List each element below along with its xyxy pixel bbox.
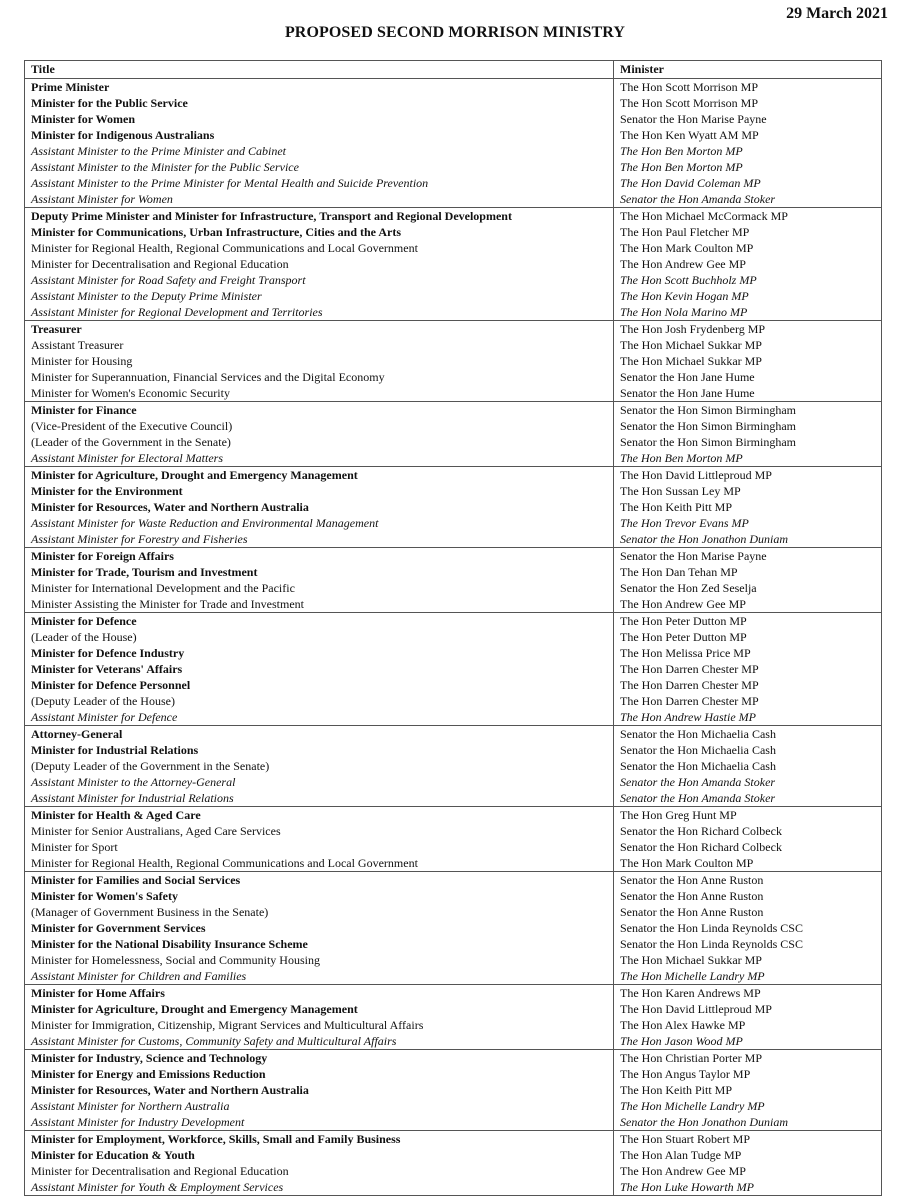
table-row (25, 952, 882, 968)
table-row (25, 790, 882, 807)
minister-name: The Hon Luke Howarth MP (614, 1179, 882, 1196)
minister-name: The Hon Dan Tehan MP (614, 564, 882, 580)
minister-name: The Hon Melissa Price MP (614, 645, 882, 661)
document-date: 29 March 2021 (786, 5, 888, 22)
portfolio-group (25, 321, 882, 402)
position-title: Minister for Housing (25, 353, 614, 369)
position-title: (Leader of the House) (25, 629, 614, 645)
minister-name: The Hon Scott Morrison MP (614, 79, 882, 96)
position-title: Minister for Women's Economic Security (25, 385, 614, 402)
position-title: Minister for Industrial Relations (25, 742, 614, 758)
position-title: Minister for Communications, Urban Infrastructure, Cities and the Arts (25, 224, 614, 240)
portfolio-group (25, 1050, 882, 1131)
minister-name: The Hon Darren Chester MP (614, 693, 882, 709)
minister-name: The Hon Karen Andrews MP (614, 985, 882, 1002)
position-title: Assistant Minister to the Deputy Prime Minister (25, 288, 614, 304)
minister-name: The Hon Darren Chester MP (614, 677, 882, 693)
table-row (25, 904, 882, 920)
table-row (25, 1082, 882, 1098)
minister-name: Senator the Hon Simon Birmingham (614, 434, 882, 450)
position-title: Prime Minister (25, 79, 614, 96)
minister-name: Senator the Hon Marise Payne (614, 111, 882, 127)
position-title: Minister for Defence Industry (25, 645, 614, 661)
position-title: Minister for Defence (25, 613, 614, 630)
ministry-table (24, 60, 882, 1196)
position-title: Assistant Minister for Customs, Community Safety and Multicultural Affairs (25, 1033, 614, 1050)
minister-name: Senator the Hon Amanda Stoker (614, 191, 882, 208)
table-row (25, 920, 882, 936)
table-row (25, 985, 882, 1002)
table-row (25, 337, 882, 353)
table-row (25, 531, 882, 548)
minister-name: The Hon Scott Buchholz MP (614, 272, 882, 288)
position-title: Assistant Minister for Women (25, 191, 614, 208)
table-row (25, 288, 882, 304)
minister-name: The Hon Nola Marino MP (614, 304, 882, 321)
portfolio-group (25, 613, 882, 726)
minister-name: The Hon Michael Sukkar MP (614, 952, 882, 968)
position-title: Assistant Minister for Industrial Relations (25, 790, 614, 807)
position-title: Minister for Superannuation, Financial Services and the Digital Economy (25, 369, 614, 385)
table-row (25, 272, 882, 288)
table-row (25, 888, 882, 904)
table-row (25, 304, 882, 321)
table-row (25, 369, 882, 385)
table-row (25, 1001, 882, 1017)
minister-name: The Hon David Littleproud MP (614, 467, 882, 484)
position-title: Minister for Regional Health, Regional Communications and Local Government (25, 855, 614, 872)
position-title: Assistant Minister for Forestry and Fisheries (25, 531, 614, 548)
position-title: Assistant Minister for Defence (25, 709, 614, 726)
position-title: Minister for Health & Aged Care (25, 807, 614, 824)
portfolio-group (25, 467, 882, 548)
minister-name: Senator the Hon Jonathon Duniam (614, 531, 882, 548)
minister-name: Senator the Hon Jonathon Duniam (614, 1114, 882, 1131)
portfolio-group (25, 208, 882, 321)
position-title: Assistant Minister to the Attorney-General (25, 774, 614, 790)
minister-name: The Hon Michael Sukkar MP (614, 353, 882, 369)
position-title: Assistant Minister for Industry Development (25, 1114, 614, 1131)
position-title: Minister for the Public Service (25, 95, 614, 111)
minister-name: The Hon Mark Coulton MP (614, 855, 882, 872)
portfolio-group (25, 79, 882, 208)
table-row (25, 807, 882, 824)
minister-name: The Hon Michelle Landry MP (614, 968, 882, 985)
position-title: Minister for Regional Health, Regional Communications and Local Government (25, 240, 614, 256)
minister-name: The Hon Darren Chester MP (614, 661, 882, 677)
table-row (25, 127, 882, 143)
minister-name: Senator the Hon Richard Colbeck (614, 839, 882, 855)
minister-name: Senator the Hon Amanda Stoker (614, 790, 882, 807)
minister-name: The Hon Kevin Hogan MP (614, 288, 882, 304)
table-row (25, 79, 882, 96)
position-title: Assistant Minister to the Prime Minister and Cabinet (25, 143, 614, 159)
position-title: Minister for Foreign Affairs (25, 548, 614, 565)
minister-name: Senator the Hon Jane Hume (614, 369, 882, 385)
minister-name: The Hon Peter Dutton MP (614, 613, 882, 630)
minister-name: The Hon Josh Frydenberg MP (614, 321, 882, 338)
position-title: Minister for Energy and Emissions Reduction (25, 1066, 614, 1082)
portfolio-group (25, 726, 882, 807)
table-row (25, 872, 882, 889)
minister-name: The Hon Angus Taylor MP (614, 1066, 882, 1082)
position-title: Minister for Sport (25, 839, 614, 855)
table-row (25, 548, 882, 565)
minister-name: The Hon Ben Morton MP (614, 159, 882, 175)
table-row (25, 596, 882, 613)
table-row (25, 467, 882, 484)
minister-name: The Hon Trevor Evans MP (614, 515, 882, 531)
minister-name: Senator the Hon Simon Birmingham (614, 402, 882, 419)
minister-name: The Hon Andrew Hastie MP (614, 709, 882, 726)
table-row (25, 256, 882, 272)
minister-name: The Hon Ken Wyatt AM MP (614, 127, 882, 143)
minister-name: Senator the Hon Anne Ruston (614, 888, 882, 904)
position-title: Minister for Agriculture, Drought and Emergency Management (25, 1001, 614, 1017)
minister-name: The Hon Paul Fletcher MP (614, 224, 882, 240)
column-header-minister: Minister (614, 61, 882, 79)
minister-name: The Hon Greg Hunt MP (614, 807, 882, 824)
position-title: Minister for the National Disability Insurance Scheme (25, 936, 614, 952)
minister-name: Senator the Hon Linda Reynolds CSC (614, 936, 882, 952)
minister-name: Senator the Hon Anne Ruston (614, 904, 882, 920)
minister-name: The Hon Andrew Gee MP (614, 1163, 882, 1179)
minister-name: Senator the Hon Zed Seselja (614, 580, 882, 596)
position-title: Assistant Minister to the Prime Minister for Mental Health and Suicide Prevention (25, 175, 614, 191)
portfolio-group (25, 807, 882, 872)
portfolio-group (25, 872, 882, 985)
position-title: Minister for Women (25, 111, 614, 127)
table-row (25, 353, 882, 369)
table-row (25, 1131, 882, 1148)
minister-name: The Hon David Littleproud MP (614, 1001, 882, 1017)
minister-name: Senator the Hon Jane Hume (614, 385, 882, 402)
table-row (25, 1033, 882, 1050)
position-title: Minister for Trade, Tourism and Investment (25, 564, 614, 580)
position-title: (Leader of the Government in the Senate) (25, 434, 614, 450)
position-title: (Manager of Government Business in the Senate) (25, 904, 614, 920)
position-title: Minister for Families and Social Services (25, 872, 614, 889)
position-title: (Deputy Leader of the House) (25, 693, 614, 709)
position-title: Minister for Indigenous Australians (25, 127, 614, 143)
minister-name: Senator the Hon Simon Birmingham (614, 418, 882, 434)
position-title: Minister for Decentralisation and Regional Education (25, 256, 614, 272)
table-row (25, 693, 882, 709)
table-row (25, 629, 882, 645)
minister-name: The Hon Mark Coulton MP (614, 240, 882, 256)
table-row (25, 143, 882, 159)
minister-name: The Hon Keith Pitt MP (614, 1082, 882, 1098)
position-title: Minister for Resources, Water and Northern Australia (25, 499, 614, 515)
table-row (25, 1066, 882, 1082)
minister-name: The Hon Stuart Robert MP (614, 1131, 882, 1148)
table-row (25, 483, 882, 499)
minister-name: The Hon Scott Morrison MP (614, 95, 882, 111)
table-row (25, 936, 882, 952)
table-row (25, 1098, 882, 1114)
position-title: Minister for Homelessness, Social and Community Housing (25, 952, 614, 968)
position-title: (Vice-President of the Executive Council) (25, 418, 614, 434)
position-title: (Deputy Leader of the Government in the Senate) (25, 758, 614, 774)
position-title: Minister for the Environment (25, 483, 614, 499)
position-title: Assistant Minister to the Minister for the Public Service (25, 159, 614, 175)
minister-name: Senator the Hon Michaelia Cash (614, 758, 882, 774)
position-title: Deputy Prime Minister and Minister for Infrastructure, Transport and Regional Development (25, 208, 614, 225)
table-row (25, 645, 882, 661)
minister-name: The Hon Ben Morton MP (614, 143, 882, 159)
table-row (25, 742, 882, 758)
table-row (25, 661, 882, 677)
table-row (25, 321, 882, 338)
minister-name: Senator the Hon Amanda Stoker (614, 774, 882, 790)
position-title: Attorney-General (25, 726, 614, 743)
minister-name: The Hon Andrew Gee MP (614, 256, 882, 272)
table-row (25, 224, 882, 240)
minister-name: The Hon Christian Porter MP (614, 1050, 882, 1067)
header-row (25, 61, 882, 79)
position-title: Minister for Women's Safety (25, 888, 614, 904)
table-row (25, 208, 882, 225)
minister-name: The Hon Michael McCormack MP (614, 208, 882, 225)
minister-name: The Hon Andrew Gee MP (614, 596, 882, 613)
table-row (25, 175, 882, 191)
table-row (25, 1179, 882, 1196)
table-row (25, 240, 882, 256)
table-row (25, 839, 882, 855)
position-title: Minister for Agriculture, Drought and Emergency Management (25, 467, 614, 484)
portfolio-group (25, 985, 882, 1050)
position-title: Minister for Finance (25, 402, 614, 419)
table-row (25, 385, 882, 402)
minister-name: Senator the Hon Linda Reynolds CSC (614, 920, 882, 936)
table-row (25, 1114, 882, 1131)
table-row (25, 418, 882, 434)
table-row (25, 159, 882, 175)
position-title: Minister Assisting the Minister for Trade and Investment (25, 596, 614, 613)
portfolio-group (25, 548, 882, 613)
table-row (25, 726, 882, 743)
minister-name: The Hon Jason Wood MP (614, 1033, 882, 1050)
table-row (25, 677, 882, 693)
minister-name: The Hon David Coleman MP (614, 175, 882, 191)
position-title: Treasurer (25, 321, 614, 338)
position-title: Assistant Minister for Northern Australia (25, 1098, 614, 1114)
position-title: Assistant Minister for Children and Families (25, 968, 614, 985)
position-title: Minister for Government Services (25, 920, 614, 936)
minister-name: Senator the Hon Marise Payne (614, 548, 882, 565)
table-row (25, 1147, 882, 1163)
table-row (25, 758, 882, 774)
position-title: Minister for Veterans' Affairs (25, 661, 614, 677)
position-title: Assistant Minister for Youth & Employment Services (25, 1179, 614, 1196)
position-title: Minister for Education & Youth (25, 1147, 614, 1163)
position-title: Assistant Minister for Regional Development and Territories (25, 304, 614, 321)
minister-name: The Hon Michael Sukkar MP (614, 337, 882, 353)
table-row (25, 515, 882, 531)
table-row (25, 855, 882, 872)
table-row (25, 434, 882, 450)
minister-name: The Hon Sussan Ley MP (614, 483, 882, 499)
portfolio-group (25, 1131, 882, 1196)
table-row (25, 774, 882, 790)
minister-name: Senator the Hon Richard Colbeck (614, 823, 882, 839)
table-row (25, 564, 882, 580)
column-header-title: Title (25, 61, 614, 79)
table-row (25, 823, 882, 839)
table-row (25, 95, 882, 111)
table-row (25, 499, 882, 515)
position-title: Assistant Minister for Electoral Matters (25, 450, 614, 467)
table-row (25, 613, 882, 630)
minister-name: The Hon Michelle Landry MP (614, 1098, 882, 1114)
minister-name: Senator the Hon Michaelia Cash (614, 742, 882, 758)
position-title: Assistant Treasurer (25, 337, 614, 353)
minister-name: Senator the Hon Anne Ruston (614, 872, 882, 889)
position-title: Minister for Industry, Science and Technology (25, 1050, 614, 1067)
table-row (25, 1050, 882, 1067)
table-row (25, 968, 882, 985)
table-row (25, 450, 882, 467)
position-title: Assistant Minister for Waste Reduction and Environmental Management (25, 515, 614, 531)
position-title: Minister for International Development and the Pacific (25, 580, 614, 596)
position-title: Minister for Senior Australians, Aged Care Services (25, 823, 614, 839)
minister-name: The Hon Peter Dutton MP (614, 629, 882, 645)
position-title: Minister for Immigration, Citizenship, Migrant Services and Multicultural Affairs (25, 1017, 614, 1033)
table-row (25, 402, 882, 419)
table-row (25, 1163, 882, 1179)
minister-name: The Hon Ben Morton MP (614, 450, 882, 467)
table-row (25, 1017, 882, 1033)
table-row (25, 709, 882, 726)
position-title: Minister for Defence Personnel (25, 677, 614, 693)
table-row (25, 580, 882, 596)
document-title: PROPOSED SECOND MORRISON MINISTRY (284, 24, 626, 41)
position-title: Minister for Resources, Water and Northern Australia (25, 1082, 614, 1098)
table-row (25, 111, 882, 127)
minister-name: The Hon Keith Pitt MP (614, 499, 882, 515)
minister-name: Senator the Hon Michaelia Cash (614, 726, 882, 743)
position-title: Minister for Employment, Workforce, Skills, Small and Family Business (25, 1131, 614, 1148)
table-row (25, 191, 882, 208)
portfolio-group (25, 402, 882, 467)
position-title: Minister for Decentralisation and Regional Education (25, 1163, 614, 1179)
minister-name: The Hon Alex Hawke MP (614, 1017, 882, 1033)
minister-name: The Hon Alan Tudge MP (614, 1147, 882, 1163)
position-title: Minister for Home Affairs (25, 985, 614, 1002)
position-title: Assistant Minister for Road Safety and Freight Transport (25, 272, 614, 288)
